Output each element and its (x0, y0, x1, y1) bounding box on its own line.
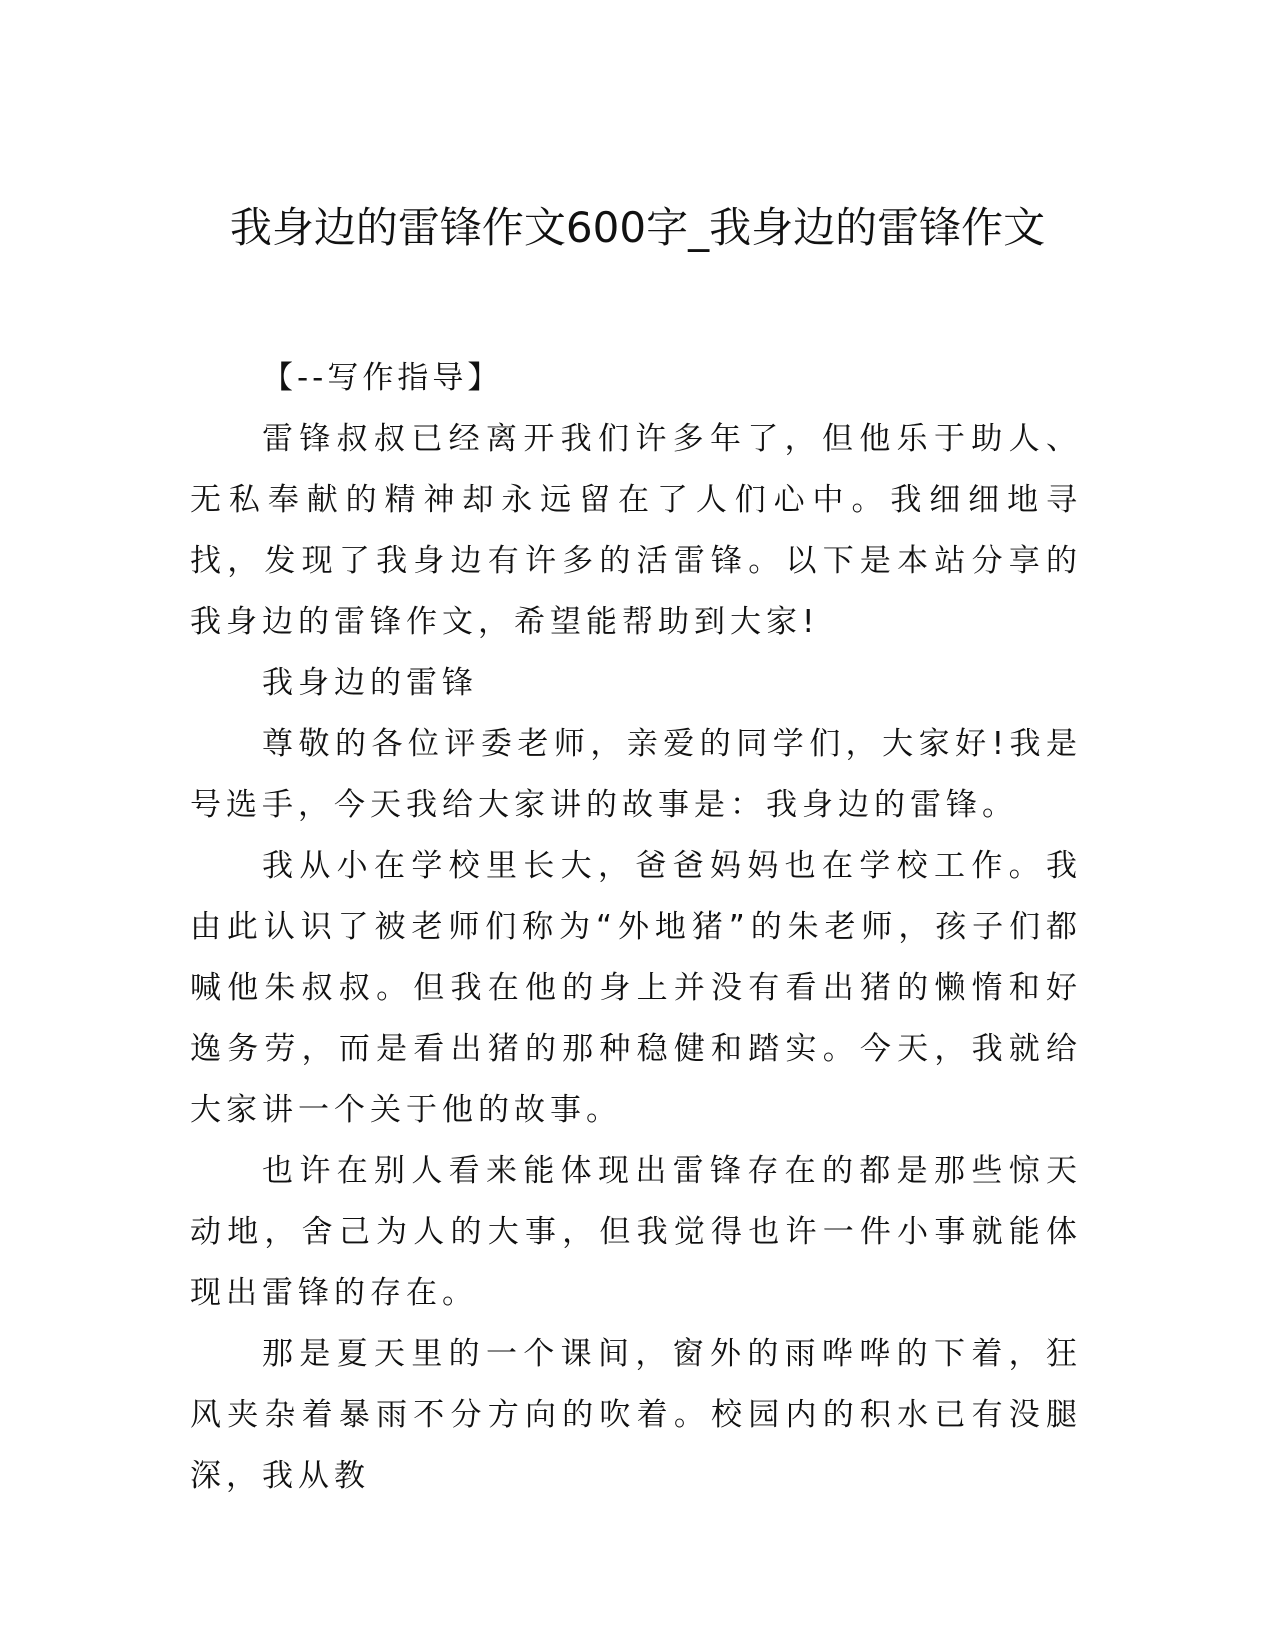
document-title: 我身边的雷锋作文600字_我身边的雷锋作文 (229, 203, 1046, 252)
paragraph-background: 我从小在学校里长大，爸爸妈妈也在学校工作。我由此认识了被老师们称为“外地猪”的朱老师，孩子们都喊他朱叔叔。但我在他的身上并没有看出猪的懒惰和好逸务劳，而是看出猪的那种稳健和踏实。今天，我就给大家讲一个关于他的故事。 (190, 848, 1082, 1128)
section-heading: 我身边的雷锋 (262, 665, 478, 701)
paragraph-reflection: 也许在别人看来能体现出雷锋存在的都是那些惊天动地，舍己为人的大事，但我觉得也许一件小事就能体现出雷锋的存在。 (190, 1153, 1082, 1311)
document-body (190, 348, 1082, 1507)
paragraph-story-start: 那是夏天里的一个课间，窗外的雨哗哗的下着，狂风夹杂着暴雨不分方向的吹着。校园内的积水已有没腿深，我从教 (190, 1336, 1082, 1494)
paragraph-intro: 雷锋叔叔已经离开我们许多年了，但他乐于助人、无私奉献的精神却永远留在了人们心中。我细细地寻找，发现了我身边有许多的活雷锋。以下是本站分享的我身边的雷锋作文，希望能帮助到大家! (190, 421, 1082, 640)
writing-guide-label: 【--写作指导】 (262, 360, 503, 396)
paragraph-greeting: 尊敬的各位评委老师，亲爱的同学们，大家好!我是号选手，今天我给大家讲的故事是：我身边的雷锋。 (190, 726, 1082, 823)
